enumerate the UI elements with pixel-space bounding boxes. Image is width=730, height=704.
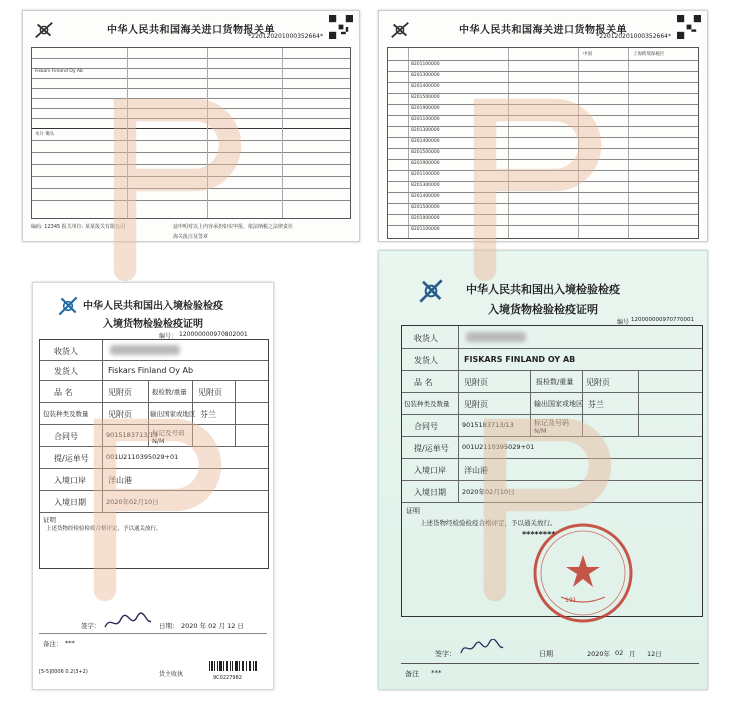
contract-value: 9015183713/13: [106, 431, 158, 439]
table-row: [388, 148, 698, 149]
declaration-foot-right: 海关批注及签章: [173, 234, 209, 240]
item-code: 8201400000: [411, 139, 440, 144]
origin-label: 中国: [583, 52, 592, 57]
table-row: [388, 203, 698, 204]
goods-value: 见附页: [108, 388, 132, 397]
dest-label: 上海跨境保税区: [633, 52, 665, 57]
cert-title: 中华人民共和国出入境检验检疫: [83, 301, 223, 312]
table-row: [388, 170, 698, 171]
mark-label: 标记及号码: [152, 429, 185, 437]
table-row: [388, 192, 698, 193]
item-code: 8201300000: [411, 183, 440, 188]
table-row: [388, 225, 698, 226]
table-row: [388, 93, 698, 94]
number-label: 编号: [617, 319, 630, 326]
foot-code: [5-5]0006 0.2(3+2): [39, 669, 88, 675]
item-code: 8201500000: [411, 95, 440, 100]
weight-value: 见附页: [586, 378, 610, 387]
weight-value: 见附页: [198, 388, 222, 397]
sign-label: 签字：: [435, 650, 456, 658]
qr-code-icon: [329, 15, 353, 39]
origin-label: 输出国家或地区: [534, 400, 583, 408]
table-row: [388, 214, 698, 215]
number-label: 编号：: [159, 333, 178, 340]
bill-value: 001U2110395029+01: [462, 443, 535, 451]
pack-value: 见附页: [108, 410, 132, 419]
proof-text: 上述货物经检验检疫合格评定，予以通关放行。: [420, 519, 557, 527]
date-label: 日期: [539, 650, 553, 658]
number-value: 120000000970802001: [179, 331, 248, 338]
number-value: 120000000970770001: [631, 317, 694, 323]
entry-port-label: 入境口岸: [54, 476, 86, 485]
item-code: 8201900000: [411, 161, 440, 166]
weight-label: 报检数/重量: [536, 378, 574, 386]
shipper-value: Fiskars Finland Oy Ab: [108, 366, 194, 375]
cert-table: [39, 339, 269, 569]
date-label: 日期：: [159, 622, 179, 630]
contract-value: 9015183713/13: [462, 421, 514, 429]
consignee-label: 收货人: [414, 334, 438, 343]
year-value: 2020年: [587, 650, 611, 658]
contract-label: 合同号: [414, 422, 438, 431]
sign-label: 签字：: [81, 622, 101, 630]
declaration-table: [31, 47, 351, 219]
item-code: 8201100000: [411, 227, 440, 232]
goods-value: 见附页: [464, 378, 488, 387]
bill-label: 提/运单号: [54, 454, 89, 463]
shipper-label: 发货人: [414, 356, 438, 365]
table-row: [388, 159, 698, 160]
item-code: 8201500000: [411, 205, 440, 210]
item-code: 8201300000: [411, 128, 440, 133]
remark-value: ***: [65, 639, 75, 647]
customs-declaration-left: [22, 10, 360, 242]
consignee-label: 收货人: [54, 347, 78, 356]
pack-label: 包装种类及数量: [43, 410, 89, 418]
cert-subtitle: 入境货物检验检疫证明: [488, 303, 598, 316]
declaration-foot-mid: 兹申明对以上内容承担如实申报、依法纳税之法律责任: [173, 224, 294, 230]
remark-label: 备注: [405, 670, 419, 678]
customs-declaration-right: [378, 10, 708, 242]
item-code: 8201900000: [411, 216, 440, 221]
qr-code-icon: [677, 15, 701, 39]
origin-value: 芬兰: [200, 410, 216, 419]
item-code: 8201400000: [411, 84, 440, 89]
origin-value: 芬兰: [588, 400, 604, 409]
entry-port-label: 入境口岸: [414, 466, 446, 475]
table-row: [388, 82, 698, 83]
declaration-items-table: [387, 47, 699, 239]
inspection-certificate-left: [32, 282, 274, 690]
table-row: [388, 60, 698, 61]
entry-port-value: 洋山港: [108, 476, 132, 485]
date-value: 2020 年 02 月 12 日: [181, 622, 244, 630]
pack-value: 见附页: [464, 400, 488, 409]
signature-icon: [459, 639, 505, 657]
entry-date-label: 入境日期: [414, 488, 446, 497]
table-row: [388, 104, 698, 105]
table-row: [388, 181, 698, 182]
month-value: 02: [615, 649, 624, 657]
stamp-number: 191: [565, 597, 577, 604]
item-line: 木片 锄头: [35, 132, 55, 137]
remark-value: ***: [431, 669, 442, 677]
signature-icon: [103, 611, 153, 633]
foot-copy: 货主收执: [159, 671, 184, 678]
entry-date-value: 2020年02月10日: [106, 498, 159, 506]
mark-value: N/M: [152, 437, 165, 445]
remark-label: 备注：: [43, 640, 63, 648]
weight-label: 报检数/重量: [152, 388, 187, 396]
declaration-number: *220120201000352664*: [248, 33, 323, 40]
entry-port-value: 洋山港: [464, 466, 488, 475]
consignee-partial: Fiskars Finland Oy Ab: [35, 69, 83, 74]
consignee-redacted: [466, 332, 526, 342]
declaration-title: 中华人民共和国海关进口货物报关单: [107, 25, 275, 36]
declaration-foot-left: 编码: 12345 报关单位: 某某报关有限公司: [31, 224, 126, 230]
table-row: [388, 71, 698, 72]
entry-date-value: 2020年02月10日: [462, 488, 515, 496]
day-value: 12日: [647, 650, 662, 658]
goods-label: 品 名: [54, 388, 73, 397]
declaration-number: *220120201000352664*: [596, 33, 671, 40]
proof-label: 证明: [406, 507, 420, 515]
table-row: [388, 137, 698, 138]
item-code: 8201400000: [411, 194, 440, 199]
item-code: 8201100000: [411, 62, 440, 67]
barcode-number: 9C0227982: [213, 675, 242, 681]
bill-value: 001U2110395029+01: [106, 453, 179, 461]
mark-label: 标记及号码: [534, 419, 569, 427]
declaration-title: 中华人民共和国海关进口货物报关单: [459, 25, 627, 36]
item-code: 8201300000: [411, 73, 440, 78]
cert-subtitle: 入境货物检验检疫证明: [103, 319, 203, 330]
stars: ********: [522, 530, 556, 539]
contract-label: 合同号: [54, 432, 78, 441]
shipper-label: 发货人: [54, 367, 78, 376]
cert-title: 中华人民共和国出入境检验检疫: [466, 283, 620, 296]
mark-value: N/M: [534, 427, 547, 435]
table-row: [388, 115, 698, 116]
entry-date-label: 入境日期: [54, 498, 86, 507]
shipper-value: FISKARS FINLAND OY AB: [464, 355, 576, 364]
item-code: 8201100000: [411, 117, 440, 122]
item-code: 8201900000: [411, 106, 440, 111]
table-row: [388, 126, 698, 127]
month-label: 月: [629, 650, 636, 658]
inspection-certificate-right: [378, 250, 708, 690]
barcode-icon: [209, 661, 257, 671]
proof-text: 上述货物经检验检疫合格评定，予以通关放行。: [46, 526, 162, 532]
origin-label: 输出国家或地区: [150, 410, 196, 418]
bill-label: 提/运单号: [414, 444, 449, 453]
pack-label: 包装种类及数量: [404, 400, 450, 408]
item-code: 8201100000: [411, 172, 440, 177]
official-stamp-icon: [531, 521, 635, 625]
goods-label: 品 名: [414, 378, 433, 387]
proof-label: 证明: [43, 516, 56, 524]
consignee-redacted: [110, 345, 180, 355]
item-code: 8201500000: [411, 150, 440, 155]
